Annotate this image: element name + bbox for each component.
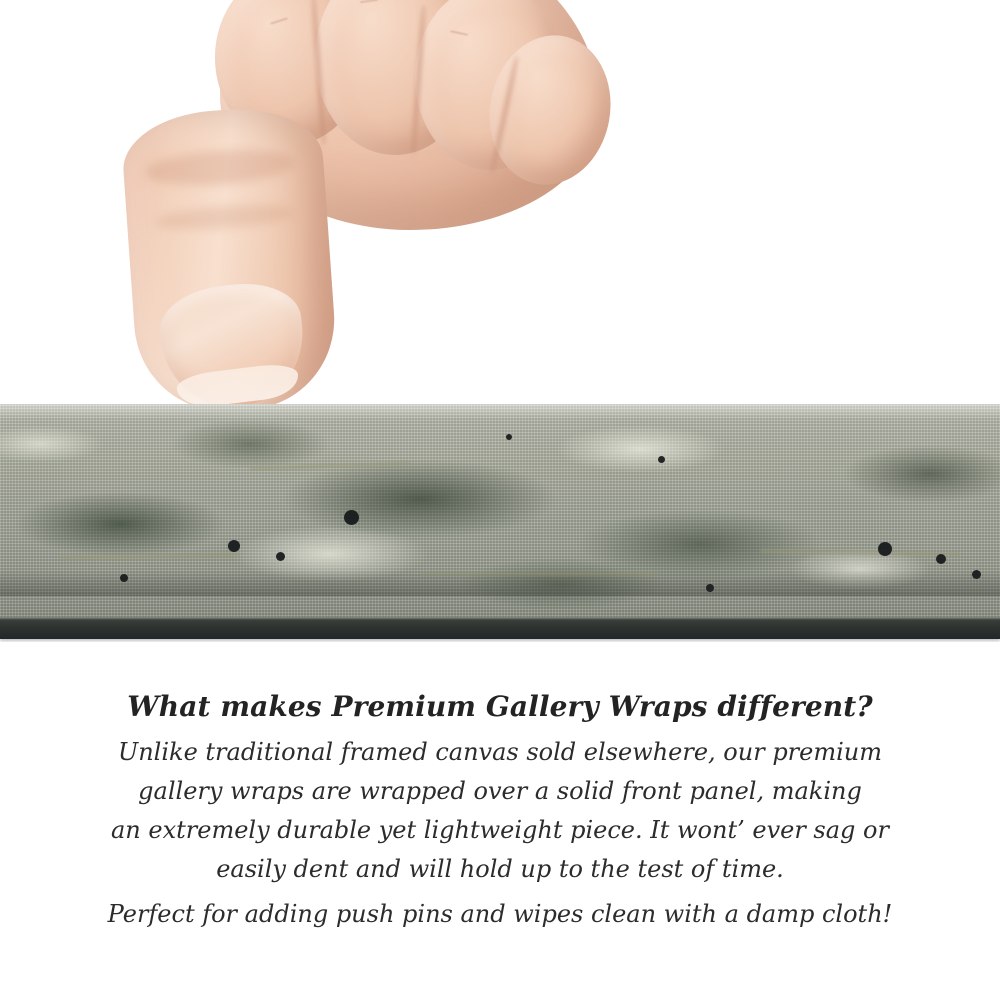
speck <box>506 434 512 440</box>
finger-joint <box>145 145 297 189</box>
paint-streak <box>250 461 410 471</box>
canvas-print-surface <box>0 404 1000 619</box>
fingernail <box>155 277 311 415</box>
finger-joint <box>154 201 295 233</box>
speck <box>344 510 359 525</box>
surface-highlight <box>0 404 1000 420</box>
caption-body <box>0 733 1000 934</box>
hand-pressing-finger <box>120 0 590 420</box>
canvas-wrap-edge <box>0 404 1000 642</box>
paint-streak <box>760 548 960 556</box>
caption-line: gallery wraps are wrapped over a solid front panel, making <box>138 777 862 805</box>
caption-line: Unlike traditional framed canvas sold elsewhere, our premium <box>117 738 882 766</box>
caption-final-line: Perfect for adding push pins and wipes clean with a damp cloth! <box>107 900 893 928</box>
speck <box>276 552 285 561</box>
speck <box>658 456 665 463</box>
caption-title: What makes Premium Gallery Wraps different? <box>127 690 873 723</box>
surface-shadow <box>0 570 1000 596</box>
paint-streak <box>60 552 240 560</box>
edge-highlight <box>0 617 1000 620</box>
speck <box>228 540 240 552</box>
fingernail-tip <box>175 361 300 410</box>
speck <box>936 554 946 564</box>
caption-line: an extremely durable yet lightweight piece. It wont’ ever sag or <box>111 816 889 844</box>
caption-line: easily dent and will hold up to the test of time. <box>216 855 784 883</box>
speck <box>878 542 892 556</box>
index-finger <box>120 103 340 416</box>
wrap-side-edge <box>0 617 1000 639</box>
caption-block <box>0 690 1000 934</box>
